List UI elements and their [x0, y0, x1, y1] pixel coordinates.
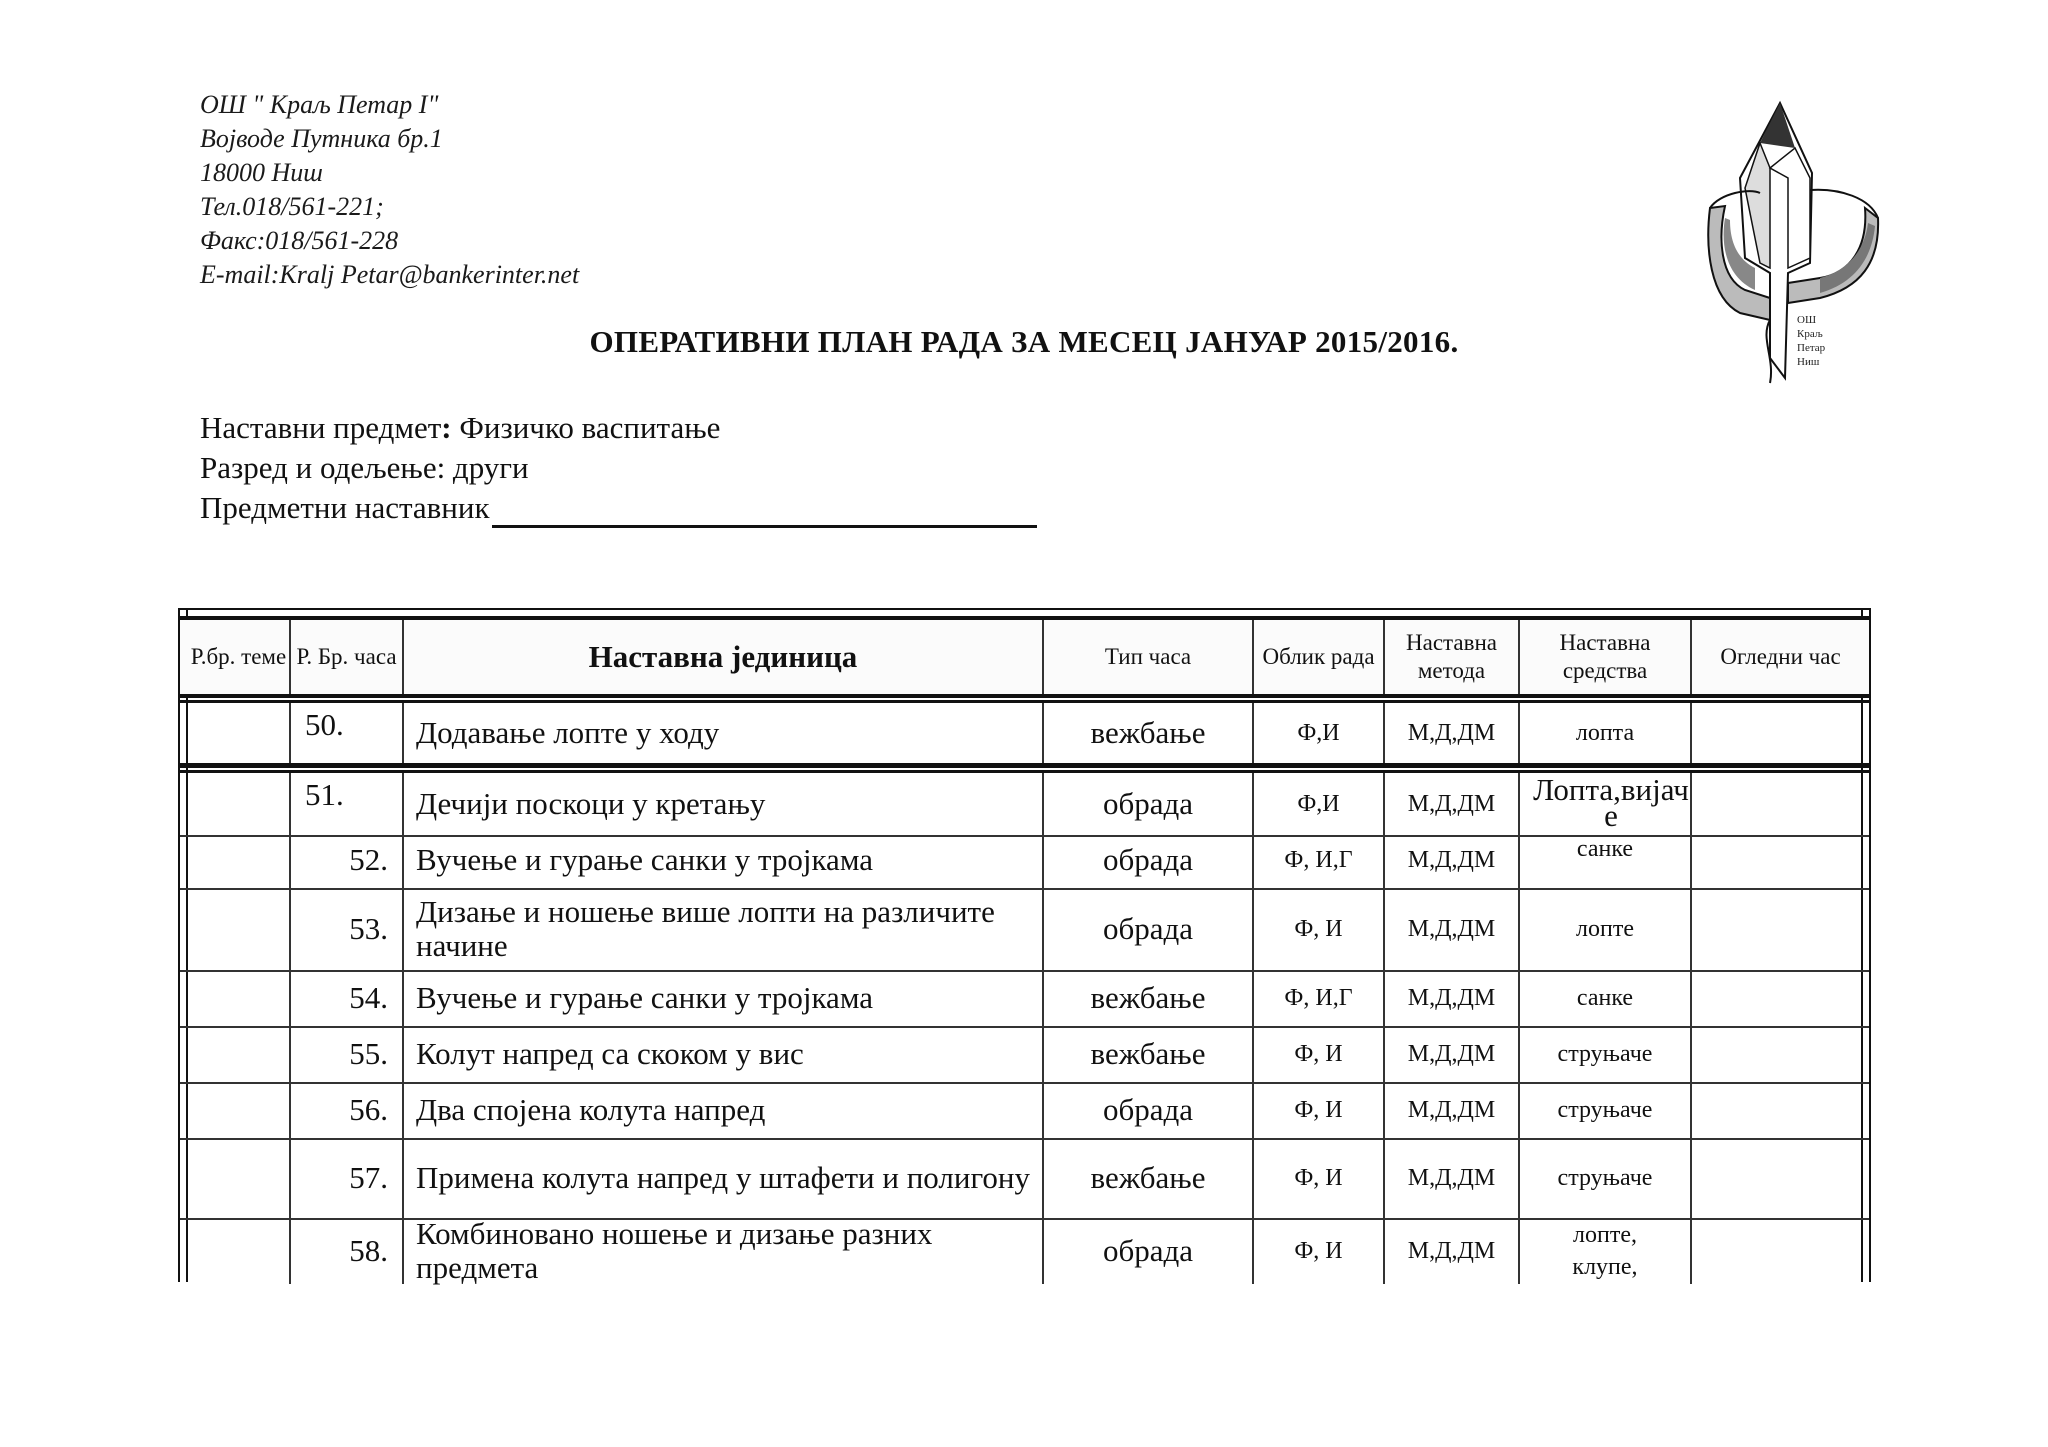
cell-topic-no — [180, 1218, 291, 1284]
cell-lesson-type: обрада — [1044, 1082, 1254, 1138]
cell-lesson-type: обрада — [1044, 832, 1254, 888]
cell-method: М,Д,ДМ — [1385, 1218, 1520, 1284]
cell-demo-lesson — [1692, 832, 1869, 888]
header-topic-no: Р.бр. теме — [180, 620, 291, 694]
cell-topic-no — [180, 1138, 291, 1218]
cell-teaching-unit: Колут напред са скоком у вис — [404, 1026, 1044, 1082]
cell-teaching-unit: Два спојена колута напред — [404, 1082, 1044, 1138]
header-work-form: Облик рада — [1254, 620, 1385, 694]
school-fax: Факс:018/561-228 — [200, 226, 399, 255]
school-address: Војводе Путника бр.1 — [200, 124, 443, 153]
cell-demo-lesson — [1692, 1082, 1869, 1138]
teacher-label: Предметни наставник — [200, 490, 490, 525]
school-email: E-mail:Kralj Petar@bankerinter.net — [200, 260, 580, 289]
cell-demo-lesson — [1692, 970, 1869, 1026]
page-title: ОПЕРАТИВНИ ПЛАН РАДА ЗА МЕСЕЦ ЈАНУАР 2015/2016. — [589, 324, 1459, 359]
cell-work-form: Ф, И — [1254, 1138, 1385, 1218]
teacher-line — [200, 488, 1037, 528]
school-name: ОШ " Краљ Петар I" — [200, 90, 439, 119]
cell-method: М,Д,ДМ — [1385, 703, 1520, 763]
cell-work-form: Ф,И — [1254, 773, 1385, 835]
cell-method: М,Д,ДМ — [1385, 1082, 1520, 1138]
cell-lesson-type: вежбање — [1044, 1026, 1254, 1082]
cell-work-form: Ф, И — [1254, 1026, 1385, 1082]
cell-method: М,Д,ДМ — [1385, 1138, 1520, 1218]
table-row — [180, 1218, 1869, 1284]
cell-lesson-no: 56. — [291, 1082, 404, 1138]
cell-work-form: Ф, И — [1254, 1082, 1385, 1138]
school-phone: Тел.018/561-221; — [200, 192, 384, 221]
table-row — [180, 770, 1869, 837]
cell-topic-no — [180, 888, 291, 970]
cell-lesson-no: 52. — [291, 832, 404, 888]
cell-method: М,Д,ДМ — [1385, 970, 1520, 1026]
cell-method: М,Д,ДМ — [1385, 1026, 1520, 1082]
cell-teaching-unit: Дизање и ношење више лопти на различите начине — [404, 888, 1044, 970]
header-demo-lesson: Огледни час — [1720, 644, 1841, 669]
cell-teaching-unit: Примена колута напред у штафети и полигону — [404, 1138, 1044, 1218]
logo-line: Петар — [1797, 342, 1826, 354]
cell-lesson-type: обрада — [1044, 1218, 1254, 1284]
cell-means: струњаче — [1520, 1082, 1692, 1138]
subject-colon: : — [441, 410, 452, 445]
grade-line: Разред и одељење: други — [200, 450, 529, 485]
cell-lesson-no: 54. — [291, 970, 404, 1026]
cell-work-form: Ф, И,Г — [1254, 832, 1385, 888]
table-row — [180, 700, 1869, 768]
table-row — [180, 1082, 1869, 1140]
cell-work-form: Ф,И — [1254, 703, 1385, 763]
cell-demo-lesson — [1692, 888, 1869, 970]
cell-topic-no — [180, 1082, 291, 1138]
cell-topic-no — [180, 970, 291, 1026]
cell-topic-no — [180, 703, 291, 763]
cell-lesson-type: вежбање — [1044, 970, 1254, 1026]
header-means: Наставна средства — [1520, 620, 1692, 694]
cell-lesson-no: 57. — [291, 1138, 404, 1218]
cell-means: лопте, клупе, — [1520, 1218, 1692, 1284]
school-header — [200, 88, 579, 292]
cell-lesson-type: обрада — [1044, 888, 1254, 970]
cell-means: лопта — [1520, 703, 1692, 763]
cell-demo-lesson — [1692, 773, 1869, 835]
table-row — [180, 888, 1869, 972]
cell-work-form: Ф, И — [1254, 888, 1385, 970]
cell-means: санке — [1520, 832, 1692, 888]
header-lesson-no: Р. Бр. часа — [291, 620, 404, 694]
cell-work-form: Ф, И,Г — [1254, 970, 1385, 1026]
cell-teaching-unit: Вучење и гурање санки у тројкама — [404, 970, 1044, 1026]
cell-demo-lesson — [1692, 703, 1869, 763]
subject-value: Физичко васпитање — [451, 410, 721, 445]
cell-means: струњаче — [1520, 1138, 1692, 1218]
header-lesson-type: Тип часа — [1044, 620, 1254, 694]
cell-lesson-no: 58. — [291, 1218, 404, 1284]
cell-topic-no — [180, 1026, 291, 1082]
table-row — [180, 1026, 1869, 1084]
cell-method: М,Д,ДМ — [1385, 832, 1520, 888]
cell-means: лопте — [1520, 888, 1692, 970]
cell-lesson-type: обрада — [1044, 773, 1254, 835]
table-header-row — [180, 616, 1869, 698]
subject-label: Наставни предмет — [200, 410, 442, 445]
logo-line: Ниш — [1797, 356, 1820, 368]
cell-topic-no — [180, 773, 291, 835]
logo-line: Краљ — [1797, 328, 1823, 340]
cell-lesson-no: 50. — [291, 703, 404, 763]
cell-topic-no — [180, 832, 291, 888]
cell-method: М,Д,ДМ — [1385, 888, 1520, 970]
cell-lesson-no: 55. — [291, 1026, 404, 1082]
cell-means: Лопта,вијач е — [1520, 773, 1692, 835]
cell-lesson-no: 51. — [291, 773, 404, 835]
cell-lesson-type: вежбање — [1044, 1138, 1254, 1218]
cell-demo-lesson — [1692, 1026, 1869, 1082]
cell-demo-lesson — [1692, 1138, 1869, 1218]
cell-teaching-unit: Дечији поскоци у кретању — [404, 773, 1044, 835]
cell-lesson-no: 53. — [291, 888, 404, 970]
table-row — [180, 1138, 1869, 1220]
cell-work-form: Ф, И — [1254, 1218, 1385, 1284]
plan-table — [178, 608, 1871, 1285]
cell-demo-lesson — [1692, 1218, 1869, 1284]
teacher-blank-field — [492, 495, 1037, 528]
cell-teaching-unit: Комбиновано ношење и дизање разних предмета — [404, 1218, 1044, 1284]
school-city: 18000 Ниш — [200, 158, 323, 187]
cell-teaching-unit: Вучење и гурање санки у тројкама — [404, 832, 1044, 888]
info-block — [200, 408, 1037, 528]
cell-lesson-type: вежбање — [1044, 703, 1254, 763]
table-row — [180, 970, 1869, 1028]
table-row — [180, 832, 1869, 890]
header-method: Наставна метода — [1385, 620, 1520, 694]
cell-teaching-unit: Додавање лопте у ходу — [404, 703, 1044, 763]
logo-line: ОШ — [1797, 314, 1817, 326]
subject-line — [200, 408, 1037, 448]
cell-means: санке — [1520, 970, 1692, 1026]
cell-method: М,Д,ДМ — [1385, 773, 1520, 835]
header-teaching-unit: Наставна јединица — [404, 620, 1044, 694]
cell-means: струњаче — [1520, 1026, 1692, 1082]
